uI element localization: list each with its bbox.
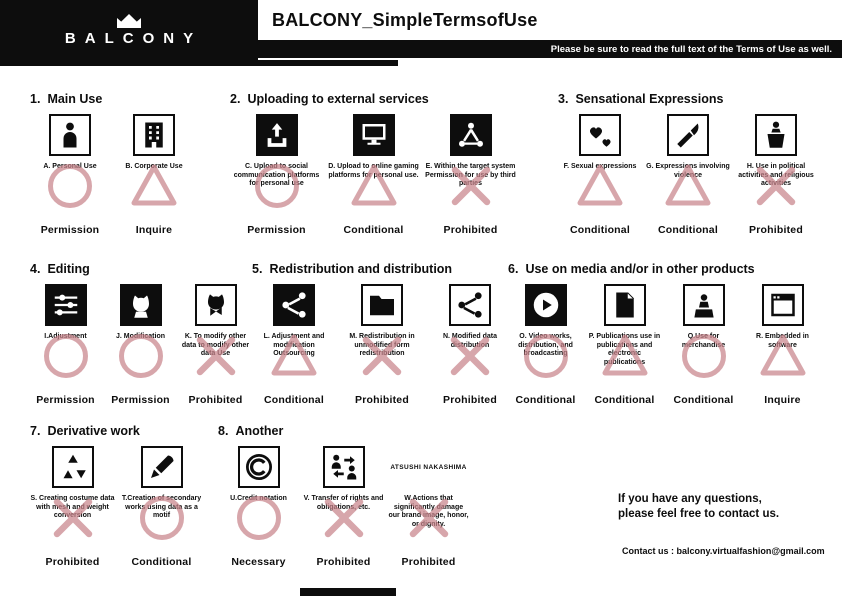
outsourcing-share-icon [273,284,315,326]
term-label: O. Video works, distribution, and broadcasting [518,333,573,358]
icon-zone [112,110,196,160]
icon-zone [228,110,325,160]
merchandise-icon [683,284,725,326]
footer-bar [300,588,396,596]
status-label: Conditional [658,224,718,236]
term-item-W [386,442,471,570]
term-item-S [28,442,117,570]
term-label: I.Adjustment [44,333,87,340]
icon-zone [743,280,822,330]
contact-line1: If you have any questions, [618,493,762,505]
label-zone [506,330,585,382]
section-title-text: Uploading to external services [247,92,429,106]
person-icon [49,114,91,156]
label-zone [103,330,178,382]
section-title [558,92,820,106]
term-label: Q.Use for merchandise [681,333,726,349]
status-label: Conditional [570,224,630,236]
term-label: R. Embedded in software [756,333,809,349]
label-zone [250,330,338,382]
label-zone [732,160,820,212]
section-number: 6. [508,262,519,276]
label-zone [325,160,422,212]
section-items [506,280,822,408]
section-8 [216,424,471,570]
label-zone [178,330,253,382]
status-label: Conditional [594,394,655,406]
upload-icon [256,114,298,156]
section-7 [28,424,206,570]
label-zone [28,492,117,544]
term-label: E. Within the target system Permission for use by third parties [425,163,516,188]
label-zone [664,330,743,382]
icon-zone [28,442,117,492]
term-item-E [422,110,519,238]
label-zone [743,330,822,382]
section-title [230,92,519,106]
section-number: 8. [218,424,229,438]
term-item-D [325,110,422,238]
term-item-G [644,110,732,238]
credit-text: ATSUSHI NAKASHIMA [390,463,467,471]
status-label: Prohibited [443,394,497,406]
contact-line2: please feel free to contact us. [618,507,780,520]
icon-zone [301,442,386,492]
section-4 [28,262,253,408]
icon-zone [325,110,422,160]
status-label: Permission [247,224,306,236]
status-label: Prohibited [188,394,243,406]
label-zone [117,492,206,544]
icon-zone [386,442,471,492]
term-label: K. To modify other data to modify other data Use [181,333,250,358]
section-number: 2. [230,92,241,106]
term-label: F. Sexual expressions [563,163,637,170]
icon-zone [28,280,103,330]
term-item-U [216,442,301,570]
status-label: Necessary [231,556,286,568]
label-zone [301,492,386,544]
section-title-text: Another [235,424,284,438]
status-label: Conditional [343,224,404,236]
section-number: 3. [558,92,569,106]
term-item-C [228,110,325,238]
section-number: 4. [30,262,41,276]
status-label: Prohibited [443,224,498,236]
term-item-F [556,110,644,238]
share-nodes-icon [449,284,491,326]
section-items [216,442,471,570]
section-6 [506,262,822,408]
term-label: P. Publications use in publications and electronic publications [588,333,661,366]
icon-zone [732,110,820,160]
section-title [30,424,206,438]
term-item-M [338,280,426,408]
icon-zone [117,442,206,492]
term-label: G. Expressions involving violence [646,163,730,179]
knife-icon [667,114,709,156]
status-label: Inquire [135,224,173,236]
label-zone [216,492,301,544]
status-label: Prohibited [45,556,100,568]
status-label: Inquire [764,394,801,406]
label-zone [28,160,112,212]
term-item-N [426,280,514,408]
notice-text: Please be sure to read the full text of the Terms of Use as well. [550,43,832,55]
section-number: 1. [30,92,41,106]
cat-ribbon-icon [195,284,237,326]
status-label: Conditional [673,394,734,406]
logo-text: BALCONY [64,30,203,47]
section-title-text: Sensational Expressions [575,92,724,106]
icon-zone [28,110,112,160]
term-label: N. Modified data distribution [442,333,498,349]
icon-zone [178,280,253,330]
icon-zone [103,280,178,330]
term-item-B [112,110,196,238]
section-items [28,110,196,238]
speech-podium-icon [755,114,797,156]
section-title [508,262,822,276]
icon-zone [664,280,743,330]
term-label: J. Modification [116,333,165,340]
section-title-text: Derivative work [47,424,140,438]
crown-icon [114,13,144,29]
section-number: 5. [252,262,263,276]
label-zone [422,160,519,212]
label-zone [585,330,664,382]
video-play-icon [525,284,567,326]
building-icon [133,114,175,156]
term-label: S. Creating costume data with mesh and weight conversion [30,495,115,520]
status-label: Permission [40,224,100,236]
section-title [30,92,196,106]
term-label: L. Adjustment and modification Outsourcing [263,333,325,358]
term-label: W.Actions that significantly damage our brand image, honor, or dignity. [388,495,469,528]
software-window-icon [762,284,804,326]
icon-zone [644,110,732,160]
section-items [28,280,253,408]
icon-zone [250,280,338,330]
third-party-network-icon [450,114,492,156]
section-title-text: Editing [47,262,90,276]
game-monitor-icon [353,114,395,156]
section-title [218,424,471,438]
term-item-O [506,280,585,408]
section-items [556,110,820,238]
pen-icon [141,446,183,488]
term-label: T.Creation of secondary works using data as a motif [121,495,202,520]
transfer-persons-icon [323,446,365,488]
contact-email: Contact us : balcony.virtualfashion@gmail.com [622,546,825,556]
hearts-icon [579,114,621,156]
status-label: Conditional [515,394,576,406]
section-title-text: Redistribution and distribution [269,262,453,276]
section-3 [556,92,820,238]
icon-zone [585,280,664,330]
notice-bar [258,40,842,58]
label-zone [112,160,196,212]
section-items [28,442,206,570]
contact-block [618,492,779,522]
icon-zone [506,280,585,330]
icon-zone [338,280,426,330]
term-item-J [103,280,178,408]
recycle-icon [52,446,94,488]
icon-zone [556,110,644,160]
label-zone [338,330,426,382]
term-item-P [585,280,664,408]
term-item-L [250,280,338,408]
label-zone [556,160,644,212]
page-title: BALCONY_SimpleTermsofUse [272,10,538,30]
section-1 [28,92,196,238]
cat-icon [120,284,162,326]
status-label: Prohibited [355,394,409,406]
section-items [228,110,519,238]
term-item-K [178,280,253,408]
header-rule [0,60,398,66]
term-label: B. Corporate Use [125,163,183,170]
section-title [252,262,514,276]
label-zone [28,330,103,382]
term-item-I [28,280,103,408]
term-item-Q [664,280,743,408]
icon-zone [422,110,519,160]
status-label: Conditional [264,394,324,406]
term-label: M. Redistribution in unmodified form redistribution [349,333,415,358]
copyright-icon [238,446,280,488]
label-zone [426,330,514,382]
status-label: Conditional [131,556,192,568]
label-zone [228,160,325,212]
term-item-R [743,280,822,408]
status-label: Prohibited [401,556,456,568]
status-label: Permission [36,394,95,406]
status-label: Prohibited [316,556,371,568]
term-label: A. Personal Use [43,163,97,170]
term-item-H [732,110,820,238]
term-label: D. Upload to online gaming platforms for personal use. [328,163,419,179]
section-title-text: Main Use [47,92,103,106]
adjustment-sliders-icon [45,284,87,326]
icon-zone [426,280,514,330]
term-item-T [117,442,206,570]
section-number: 7. [30,424,41,438]
term-label: H. Use in political activities and religious activities [738,163,814,188]
section-5 [250,262,514,408]
folder-cat-icon [361,284,403,326]
logo [0,0,258,60]
term-label: C. Upload to social communication platforms for personal use [233,163,320,188]
section-items [250,280,514,408]
section-2 [228,92,519,238]
label-zone [386,492,471,544]
status-label: Prohibited [749,224,803,236]
term-item-A [28,110,112,238]
status-label: Permission [111,394,170,406]
term-label: V. Transfer of rights and obligations, etc. [303,495,384,511]
section-title-text: Use on media and/or in other products [525,262,755,276]
section-title [30,262,253,276]
publication-document-icon [604,284,646,326]
term-label: U.Credit notation [230,495,287,502]
icon-zone [216,442,301,492]
label-zone [644,160,732,212]
term-item-V [301,442,386,570]
